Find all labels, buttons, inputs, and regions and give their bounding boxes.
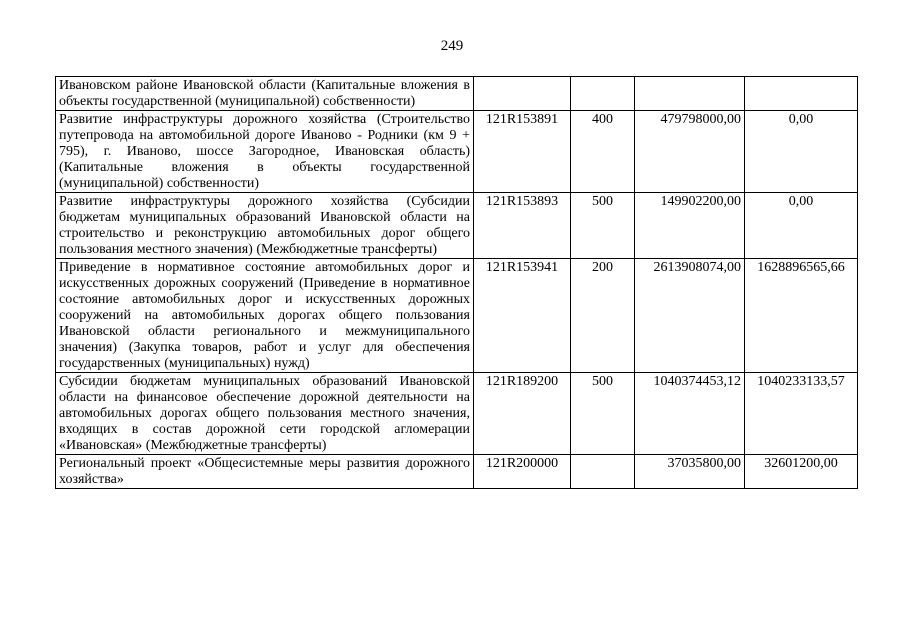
row-expense-kind: 200 — [571, 259, 635, 373]
row-amount-1 — [635, 77, 745, 111]
row-expense-kind: 500 — [571, 193, 635, 259]
row-amount-1: 1040374453,12 — [635, 373, 745, 455]
row-description: Развитие инфраструктуры дорожного хозяйства (Строительство путепровода на автомобильной дороге Иваново - Родники (км 9 + 795), г. Иваново, шоссе Загородное, Ивановская область) (Капитальные вложения в объекты государственной (муниципальной) собственности) — [56, 111, 474, 193]
row-expense-kind: 500 — [571, 373, 635, 455]
row-amount-2: 0,00 — [745, 111, 858, 193]
row-target-code: 121R153891 — [474, 111, 571, 193]
budget-table — [55, 76, 858, 489]
table-row — [56, 193, 858, 259]
row-amount-1: 479798000,00 — [635, 111, 745, 193]
table-row — [56, 455, 858, 489]
row-amount-2: 0,00 — [745, 193, 858, 259]
row-amount-2: 1040233133,57 — [745, 373, 858, 455]
row-amount-1: 37035800,00 — [635, 455, 745, 489]
row-description: Приведение в нормативное состояние автомобильных дорог и искусственных дорожных сооружений (Приведение в нормативное состояние автомобильных дорог и искусственных дорожных сооружений на автомобильных дорогах общего пользования Ивановской области регионального и межмуниципального значения) (Закупка товаров, работ и услуг для обеспечения государственных (муниципальных) нужд) — [56, 259, 474, 373]
row-target-code: 121R189200 — [474, 373, 571, 455]
row-target-code: 121R200000 — [474, 455, 571, 489]
table-row — [56, 77, 858, 111]
row-description: Ивановском районе Ивановской области (Капитальные вложения в объекты государственной (муниципальной) собственности) — [56, 77, 474, 111]
row-amount-2: 1628896565,66 — [745, 259, 858, 373]
row-description: Региональный проект «Общесистемные меры развития дорожного хозяйства» — [56, 455, 474, 489]
table-row — [56, 373, 858, 455]
row-expense-kind: 400 — [571, 111, 635, 193]
row-description: Развитие инфраструктуры дорожного хозяйства (Субсидии бюджетам муниципальных образований Ивановской области на строительство и реконструкцию автомобильных дорог общего пользования местного значения) (Межбюджетные трансферты) — [56, 193, 474, 259]
row-expense-kind — [571, 77, 635, 111]
row-target-code: 121R153941 — [474, 259, 571, 373]
table-row — [56, 111, 858, 193]
row-amount-2: 32601200,00 — [745, 455, 858, 489]
row-expense-kind — [571, 455, 635, 489]
row-amount-1: 2613908074,00 — [635, 259, 745, 373]
row-amount-2 — [745, 77, 858, 111]
row-amount-1: 149902200,00 — [635, 193, 745, 259]
page-number: 249 — [440, 38, 464, 54]
row-target-code: 121R153893 — [474, 193, 571, 259]
row-description: Субсидии бюджетам муниципальных образований Ивановской области на финансовое обеспечение дорожной деятельности на автомобильных дорогах общего пользования местного значения, входящих в состав дорожной сети городской агломерации «Ивановская» (Межбюджетные трансферты) — [56, 373, 474, 455]
table-row — [56, 259, 858, 373]
row-target-code — [474, 77, 571, 111]
